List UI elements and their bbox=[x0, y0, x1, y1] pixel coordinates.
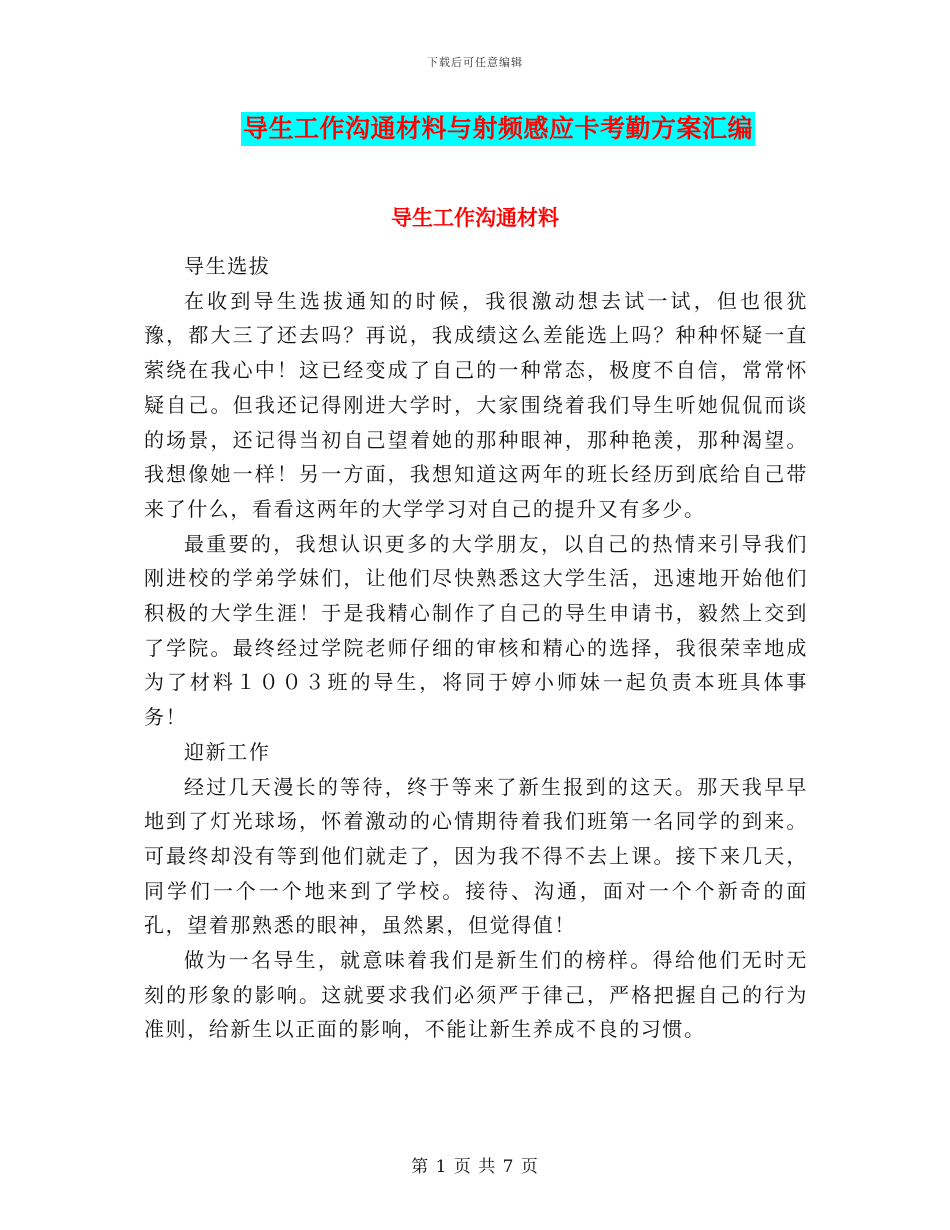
section-title: 导生工作沟通材料 bbox=[391, 206, 559, 230]
paragraph: 做为一名导生，就意味着我们是新生们的榜样。得给他们无时无刻的形象的影响。这就要求我们必须严于律己，严格把握自己的行为准则，给新生以正面的影响，不能让新生养成不良的习惯。 bbox=[144, 948, 808, 1042]
main-title-container bbox=[0, 112, 950, 146]
subheading-selection: 导生选拔 bbox=[184, 254, 271, 278]
paragraph: 经过几天漫长的等待，终于等来了新生报到的这天。那天我早早地到了灯光球场，怀着激动的心情期待着我们班第一名同学的到来。可最终却没有等到他们就走了，因为我不得不去上课。接下来几天，同学们一个一个地来到了学校。接待、沟通，面对一个个新奇的面孔，望着那熟悉的眼神，虽然累，但觉得值！ bbox=[144, 774, 808, 938]
document-body bbox=[144, 249, 808, 1047]
page-footer: 第 1 页 共 7 页 bbox=[411, 1157, 539, 1177]
paragraph: 最重要的，我想认识更多的大学朋友，以自己的热情来引导我们刚进校的学弟学妹们，让他们尽快熟悉这大学生活，迅速地开始他们积极的大学生涯！于是我精心制作了自己的导生申请书，毅然上交到了学院。最终经过学院老师仔细的审核和精心的选择，我很荣幸地成为了材料１００３班的导生，将同于婷小师妹一起负责本班具体事务！ bbox=[144, 531, 808, 730]
paragraph: 在收到导生选拔通知的时候，我很激动想去试一试，但也很犹豫，都大三了还去吗？再说，我成绩这么差能选上吗？种种怀疑一直萦绕在我心中！这已经变成了自己的一种常态，极度不自信，常常怀疑自己。但我还记得刚进大学时，大家围绕着我们导生听她侃侃而谈的场景，还记得当初自己望着她的那种眼神，那种艳羡，那种渴望。我想像她一样！另一方面，我想知道这两年的班长经历到底给自己带来了什么，看看这两年的大学学习对自己的提升又有多少。 bbox=[144, 288, 808, 521]
main-title: 导生工作沟通材料与射频感应卡考勤方案汇编 bbox=[241, 112, 755, 146]
subheading-welcome: 迎新工作 bbox=[184, 739, 271, 764]
header-note: 下载后可任意编辑 bbox=[427, 56, 523, 69]
